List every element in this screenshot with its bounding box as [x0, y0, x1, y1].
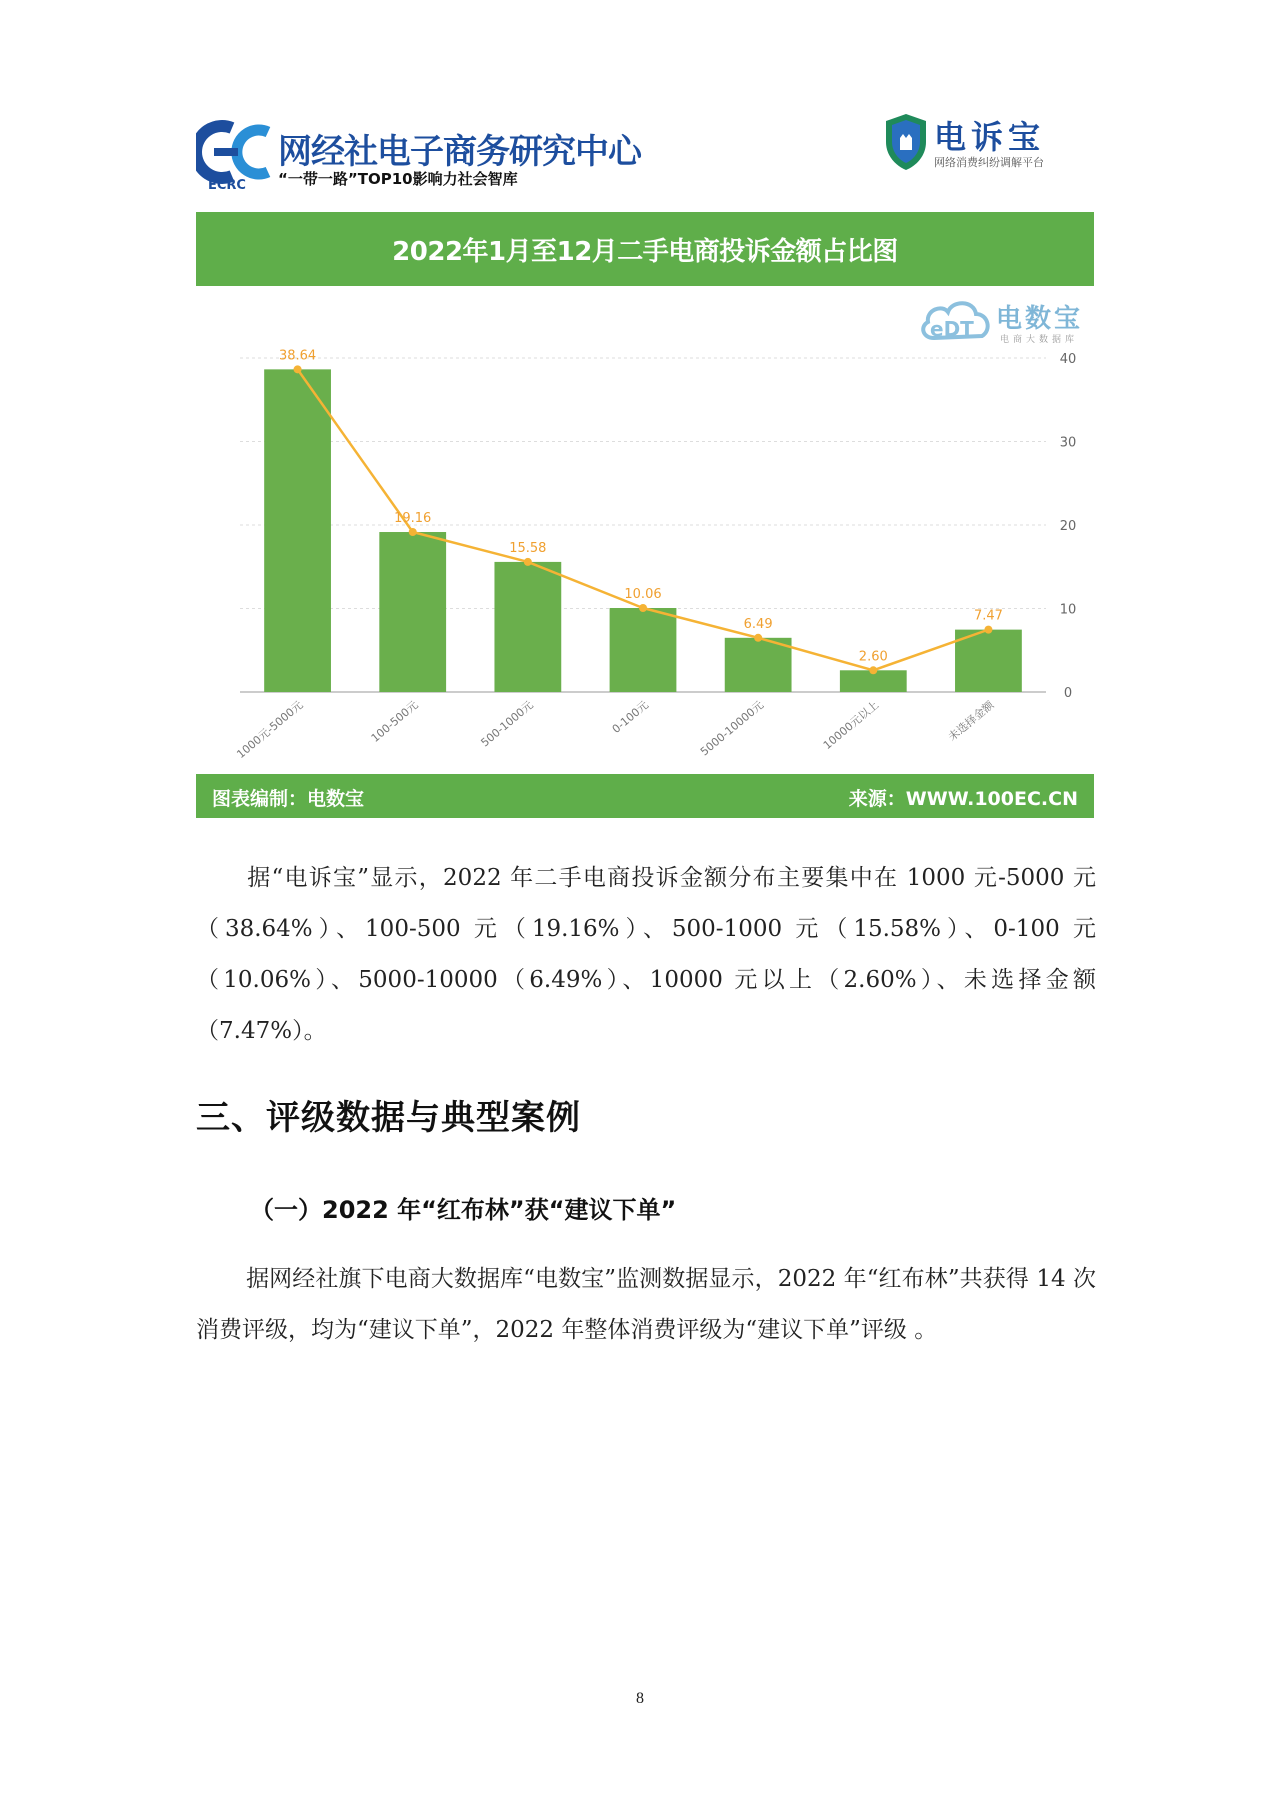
- ecrc-logo-small-text: ECRC: [208, 178, 246, 193]
- line-point: [639, 604, 647, 612]
- paragraph-rating-text: 据网经社旗下电商大数据库“电数宝”监测数据显示，2022 年“红布林”共获得 14 次消费评级，均为“建议下单”，2022 年整体消费评级为“建议下单”评级 。: [196, 1266, 1096, 1343]
- chart-footer-source: 来源：WWW.100EC.CN: [848, 788, 1078, 810]
- bar: [494, 562, 561, 692]
- chart-title: 2022年1月至12月二手电商投诉金额占比图: [196, 212, 1094, 286]
- line-point: [984, 626, 992, 634]
- watermark-title: 电数宝: [996, 304, 1084, 334]
- page-number: 8: [636, 1690, 644, 1707]
- shield-icon: [882, 112, 930, 172]
- sub-heading: （一）2022 年“红布林”获“建议下单”: [250, 1196, 677, 1224]
- y-tick-label: 0: [1063, 686, 1073, 701]
- y-tick-label: 10: [1059, 602, 1077, 618]
- x-tick-label: 未选择金额: [945, 698, 997, 744]
- y-tick-label: 30: [1059, 435, 1077, 451]
- data-label: 7.47: [973, 608, 1003, 624]
- data-label: 2.60: [858, 649, 888, 665]
- data-label: 6.49: [743, 616, 773, 632]
- dsb-subtitle: 网络消费纠纷调解平台: [934, 156, 1044, 169]
- x-tick-label: 500-1000元: [478, 698, 536, 750]
- ecrc-title: 网经社电子商务研究中心: [278, 132, 641, 172]
- dsb-title: 电诉宝: [934, 118, 1046, 156]
- x-tick-label: 1000元-5000元: [234, 698, 306, 761]
- data-label: 19.16: [394, 511, 432, 527]
- y-tick-label: 40: [1059, 352, 1077, 367]
- data-label: 38.64: [278, 348, 317, 364]
- chart-footer: [196, 774, 1094, 818]
- chart-footer-credit: 图表编制：电数宝: [212, 788, 365, 810]
- line-point: [869, 666, 877, 674]
- x-tick-label: 10000元以上: [820, 698, 882, 753]
- line-point: [409, 528, 417, 536]
- bar: [610, 608, 677, 692]
- watermark-subtitle: 电商大数据库: [1000, 335, 1079, 345]
- bar-line-chart: [196, 212, 1094, 772]
- watermark-logo-text: eDT: [930, 317, 974, 341]
- page-header: [196, 118, 1096, 198]
- bar: [379, 532, 446, 692]
- data-label: 15.58: [509, 540, 547, 556]
- data-label: 10.06: [624, 586, 662, 602]
- line-point: [294, 365, 302, 373]
- ecrc-subtitle: “一带一路”TOP10影响力社会智库: [278, 170, 518, 188]
- x-tick-label: 5000-10000元: [697, 698, 767, 759]
- paragraph-rating: [196, 1254, 1096, 1356]
- dianshubao-logo: [882, 112, 1102, 176]
- bar: [264, 369, 331, 692]
- x-tick-label: 0-100元: [609, 698, 651, 736]
- paragraph-amount-distribution-text: 据“电诉宝”显示，2022 年二手电商投诉金额分布主要集中在 1000 元-5000 元（38.64%）、100-500 元（19.16%）、500-1000 元（15.58%）、0-100 元（10.06%）、5000-10000（6.49%）、10000 元以上（2.60%）、未选择金额（7.47%）。: [196, 865, 1096, 1044]
- section-heading: 三、评级数据与典型案例: [196, 1098, 581, 1138]
- line-point: [524, 558, 532, 566]
- chart-panel: [196, 212, 1094, 818]
- bar: [725, 638, 792, 692]
- line-point: [754, 634, 762, 642]
- x-tick-label: 100-500元: [368, 698, 421, 745]
- y-tick-label: 20: [1059, 519, 1077, 534]
- paragraph-amount-distribution: [196, 853, 1096, 1057]
